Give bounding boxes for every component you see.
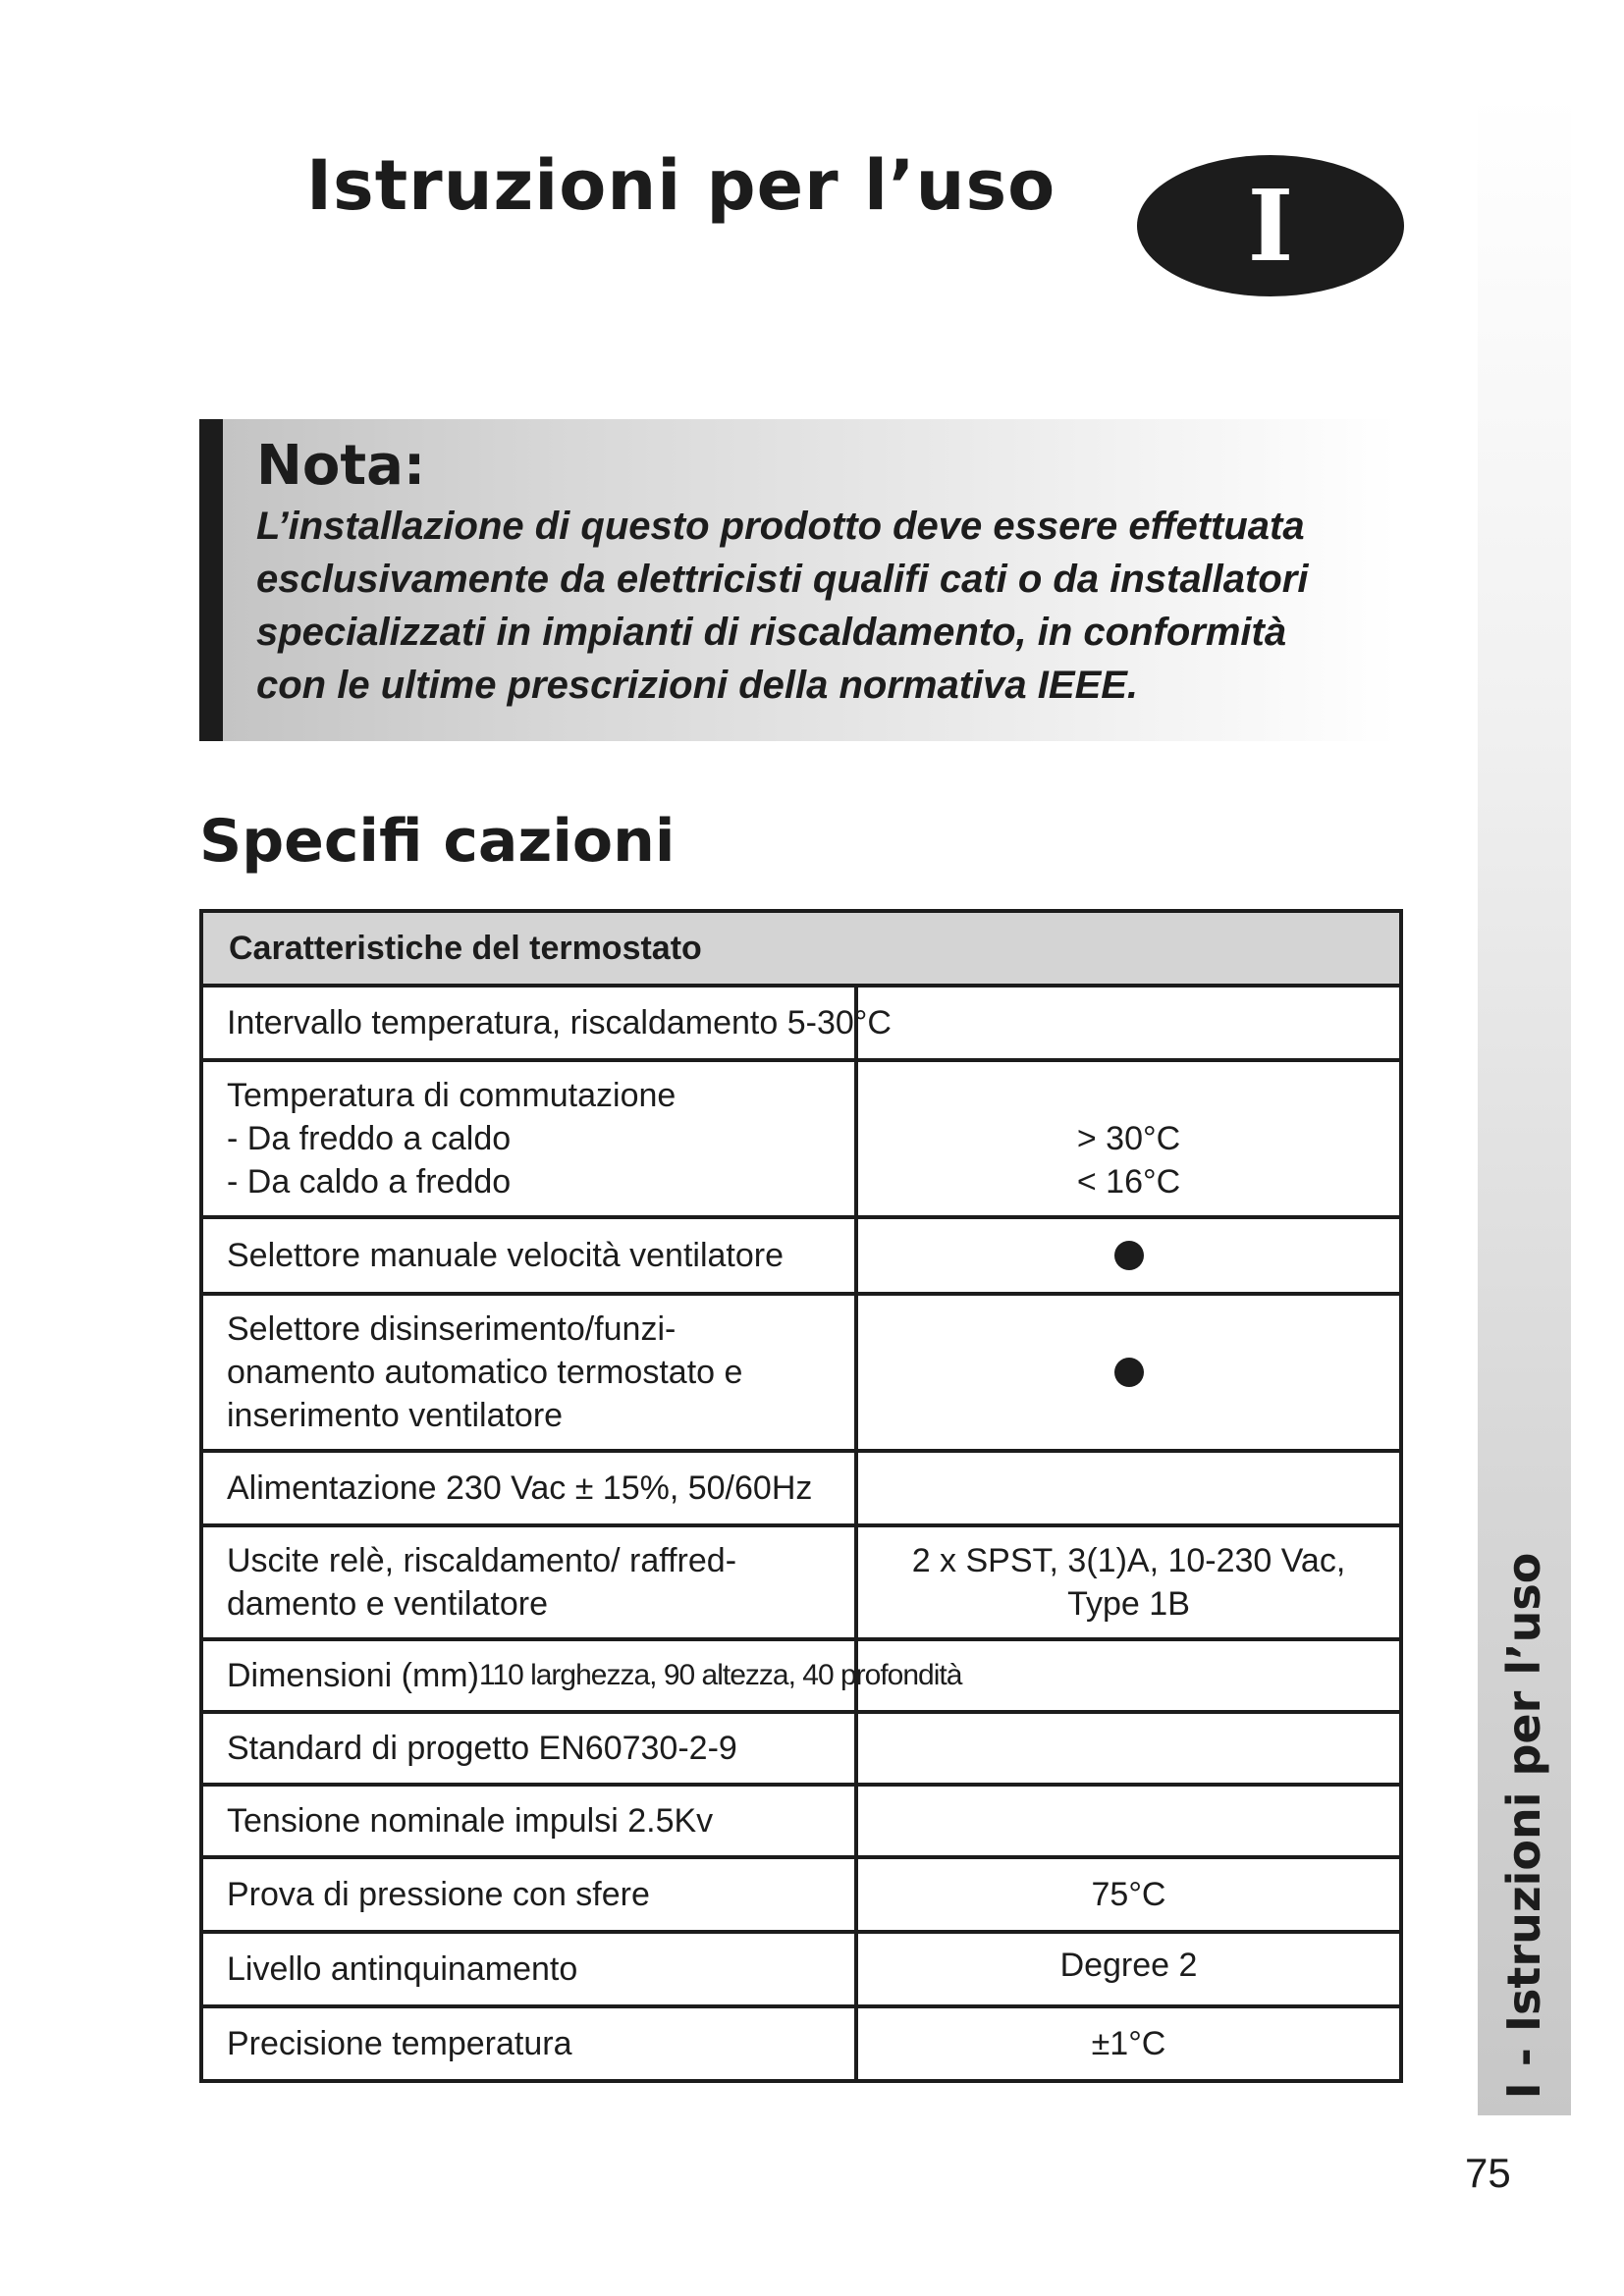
label-line: onamento automatico termostato e (227, 1354, 743, 1391)
label-line: Selettore manuale velocità ventilatore (227, 1237, 784, 1274)
label-line: inserimento ventilatore (227, 1397, 564, 1434)
label-line: Prova di pressione con sfere (227, 1876, 650, 1913)
table-cell-label (203, 1219, 858, 1292)
table-cell-value (858, 988, 1399, 1058)
label-line: Precisione temperatura (227, 2025, 572, 2062)
temperature-range-text: Intervallo temperatura, riscaldamento 5-30°C (227, 1004, 892, 1041)
table-cell-label (203, 1787, 858, 1855)
dimensions-text (227, 1641, 961, 1710)
page-number: 75 (1465, 2150, 1511, 2196)
label-line: Standard di progetto EN60730-2-9 (227, 1730, 737, 1767)
table-row (203, 1058, 1399, 1215)
label-line: Temperatura di commutazione (227, 1077, 677, 1114)
value-line: 2 x SPST, 3(1)A, 10-230 Vac, (911, 1542, 1346, 1579)
value-line: Degree 2 (1059, 1947, 1198, 1984)
note-line: con le ultime prescrizioni della normativa IEEE. (256, 664, 1139, 707)
note-line: L’installazione di questo prodotto deve essere effettuata (256, 505, 1305, 548)
value-line: ±1°C (1091, 2025, 1166, 2062)
table-row (203, 1710, 1399, 1783)
table-cell-label (203, 1859, 858, 1930)
note-line: specializzati in impianti di riscaldamento, in conformità (256, 611, 1287, 654)
table-cell-label (203, 1062, 858, 1215)
table-header: Caratteristiche del termostato (203, 913, 1399, 988)
table-row (203, 988, 1399, 1058)
table-cell-value (858, 1714, 1399, 1783)
table-cell-value (858, 1527, 1399, 1637)
bullet-dot-icon (1114, 1241, 1144, 1270)
table-cell-label (203, 2008, 858, 2079)
table-cell-label (203, 1453, 858, 1523)
table-cell-value (858, 1859, 1399, 1930)
section-title: Specifi cazioni (199, 807, 676, 876)
label-line: Selettore disinserimento/funzi- (227, 1310, 677, 1348)
table-cell-label (203, 1714, 858, 1783)
label-line: - Da caldo a freddo (227, 1163, 512, 1201)
table-row (203, 1292, 1399, 1449)
table-cell-value (858, 1787, 1399, 1855)
dimensions-value: 110 larghezza, 90 altezza, 40 profondità (478, 1659, 962, 1691)
value-line: > 30°C (1076, 1120, 1181, 1157)
table-row (203, 1783, 1399, 1855)
table-cell-value (858, 2008, 1399, 2079)
language-badge: I (1137, 155, 1404, 296)
label-line: Livello antinquinamento (227, 1950, 578, 1988)
table-cell-value (858, 1296, 1399, 1449)
table-row (203, 1930, 1399, 2004)
dimensions-label: Dimensioni (mm) (227, 1657, 479, 1694)
table-cell-value (858, 1934, 1399, 2004)
table-row (203, 1523, 1399, 1637)
note-line: esclusivamente da elettricisti qualifi cati o da installatori (256, 558, 1309, 601)
table-cell-value (858, 1062, 1399, 1215)
table-cell-label (203, 1527, 858, 1637)
table-row (203, 2004, 1399, 2079)
bullet-dot-icon (1114, 1358, 1144, 1387)
label-line: - Da freddo a caldo (227, 1120, 512, 1157)
table-cell-label (203, 1296, 858, 1449)
spec-table (199, 909, 1403, 2083)
label-line: Tensione nominale impulsi 2.5Kv (227, 1802, 714, 1840)
table-row (203, 1449, 1399, 1523)
table-cell-value (858, 1453, 1399, 1523)
table-row (203, 1215, 1399, 1292)
note-text (256, 500, 1415, 712)
table-cell-value (858, 1219, 1399, 1292)
table-cell-label (203, 1934, 858, 2004)
note-title: Nota: (256, 434, 426, 498)
table-row (203, 1637, 1399, 1710)
value-line: 75°C (1091, 1876, 1166, 1913)
note-box (199, 419, 1397, 741)
value-line: < 16°C (1076, 1163, 1181, 1201)
page-title: Istruzioni per l’uso (306, 145, 1056, 226)
label-line: Alimentazione 230 Vac ± 15%, 50/60Hz (227, 1469, 813, 1507)
label-line: damento e ventilatore (227, 1585, 548, 1623)
table-row (203, 1855, 1399, 1930)
side-tab-label: I - Istruzioni per l’uso (1497, 1552, 1550, 2100)
value-line: Type 1B (1067, 1585, 1190, 1623)
label-line: Uscite relè, riscaldamento/ raffred- (227, 1542, 737, 1579)
